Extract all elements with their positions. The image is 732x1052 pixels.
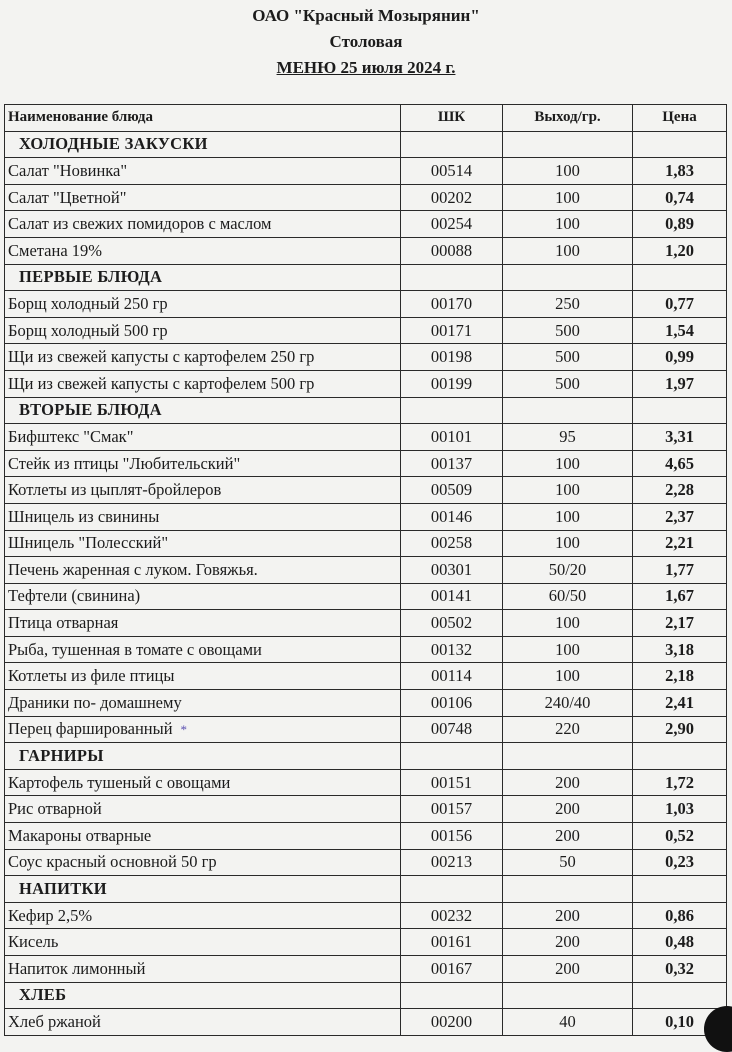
dish-name: Печень жаренная с луком. Говяжья. bbox=[8, 559, 258, 579]
dish-price: 0,74 bbox=[633, 184, 727, 211]
dish-name-cell bbox=[5, 344, 401, 371]
dish-name-cell bbox=[5, 450, 401, 477]
dish-yield: 500 bbox=[503, 370, 633, 397]
dish-code: 00101 bbox=[401, 424, 503, 451]
dish-price: 2,17 bbox=[633, 610, 727, 637]
dish-code: 00156 bbox=[401, 823, 503, 850]
section-title: ХОЛОДНЫЕ ЗАКУСКИ bbox=[5, 131, 401, 158]
dish-code: 00202 bbox=[401, 184, 503, 211]
dish-yield: 60/50 bbox=[503, 583, 633, 610]
dish-price: 0,89 bbox=[633, 211, 727, 238]
section-empty-cell bbox=[401, 264, 503, 291]
dish-price: 2,18 bbox=[633, 663, 727, 690]
column-header-yield: Выход/гр. bbox=[503, 105, 633, 132]
dish-yield: 95 bbox=[503, 424, 633, 451]
table-row bbox=[5, 424, 727, 451]
table-row bbox=[5, 530, 727, 557]
section-title: ГАРНИРЫ bbox=[5, 743, 401, 770]
dish-price: 1,54 bbox=[633, 317, 727, 344]
dish-code: 00171 bbox=[401, 317, 503, 344]
dish-yield: 200 bbox=[503, 902, 633, 929]
dish-yield: 100 bbox=[503, 158, 633, 185]
dish-name-cell bbox=[5, 503, 401, 530]
dish-code: 00132 bbox=[401, 636, 503, 663]
dish-name-cell bbox=[5, 929, 401, 956]
section-row bbox=[5, 397, 727, 424]
dish-yield: 220 bbox=[503, 716, 633, 743]
dish-price: 0,32 bbox=[633, 956, 727, 983]
dish-code: 00137 bbox=[401, 450, 503, 477]
dish-name-cell bbox=[5, 184, 401, 211]
column-header-code: ШК bbox=[401, 105, 503, 132]
dish-name: Тефтели (свинина) bbox=[8, 586, 141, 606]
dish-code: 00509 bbox=[401, 477, 503, 504]
table-row bbox=[5, 583, 727, 610]
dish-price: 0,86 bbox=[633, 902, 727, 929]
dish-name-cell bbox=[5, 158, 401, 185]
dish-yield: 250 bbox=[503, 291, 633, 318]
dish-yield: 500 bbox=[503, 317, 633, 344]
table-row bbox=[5, 1009, 727, 1036]
table-row bbox=[5, 849, 727, 876]
section-empty-cell bbox=[503, 264, 633, 291]
dish-name-cell bbox=[5, 956, 401, 983]
section-empty-cell bbox=[503, 982, 633, 1009]
dish-yield: 100 bbox=[503, 503, 633, 530]
dish-name-cell bbox=[5, 291, 401, 318]
dish-name: Перец фаршированный bbox=[8, 719, 173, 739]
dish-name-cell bbox=[5, 636, 401, 663]
table-row bbox=[5, 158, 727, 185]
organization-name: ОАО "Красный Мозырянин" bbox=[252, 6, 480, 25]
dish-yield: 100 bbox=[503, 530, 633, 557]
menu-body bbox=[5, 131, 727, 1035]
dish-code: 00301 bbox=[401, 557, 503, 584]
table-row bbox=[5, 370, 727, 397]
canteen-label: Столовая bbox=[329, 32, 403, 51]
dish-code: 00198 bbox=[401, 344, 503, 371]
table-row bbox=[5, 291, 727, 318]
dish-price: 2,37 bbox=[633, 503, 727, 530]
dish-code: 00161 bbox=[401, 929, 503, 956]
section-row bbox=[5, 876, 727, 903]
dish-yield: 200 bbox=[503, 956, 633, 983]
dish-code: 00200 bbox=[401, 1009, 503, 1036]
table-row bbox=[5, 184, 727, 211]
dish-price: 0,77 bbox=[633, 291, 727, 318]
dish-yield: 200 bbox=[503, 823, 633, 850]
dish-code: 00514 bbox=[401, 158, 503, 185]
table-row bbox=[5, 557, 727, 584]
dish-name-cell bbox=[5, 237, 401, 264]
dish-code: 00106 bbox=[401, 690, 503, 717]
dish-price: 0,23 bbox=[633, 849, 727, 876]
table-row bbox=[5, 956, 727, 983]
dish-code: 00151 bbox=[401, 769, 503, 796]
section-title: ПЕРВЫЕ БЛЮДА bbox=[5, 264, 401, 291]
section-empty-cell bbox=[503, 743, 633, 770]
dish-name: Соус красный основной 50 гр bbox=[8, 852, 217, 872]
dish-name: Макароны отварные bbox=[8, 825, 152, 845]
dish-yield: 240/40 bbox=[503, 690, 633, 717]
dish-name-cell bbox=[5, 530, 401, 557]
dish-name: Бифштекс "Смак" bbox=[8, 426, 134, 446]
dish-code: 00146 bbox=[401, 503, 503, 530]
dish-price: 2,28 bbox=[633, 477, 727, 504]
dish-name: Кефир 2,5% bbox=[8, 905, 93, 925]
dish-name: Кисель bbox=[8, 932, 59, 952]
dish-price: 0,99 bbox=[633, 344, 727, 371]
section-empty-cell bbox=[401, 397, 503, 424]
menu-table bbox=[4, 104, 727, 1036]
dish-yield: 500 bbox=[503, 344, 633, 371]
menu-title-text: МЕНЮ 25 июля 2024 г. bbox=[276, 58, 456, 77]
dish-name: Рыба, тушенная в томате с овощами bbox=[8, 639, 262, 659]
dish-price: 3,31 bbox=[633, 424, 727, 451]
section-empty-cell bbox=[633, 743, 727, 770]
dish-code: 00258 bbox=[401, 530, 503, 557]
section-empty-cell bbox=[633, 982, 727, 1009]
dish-name: Шницель "Полесский" bbox=[8, 533, 169, 553]
dish-name-cell bbox=[5, 716, 401, 743]
section-empty-cell bbox=[503, 397, 633, 424]
table-row bbox=[5, 344, 727, 371]
column-header-name: Наименование блюда bbox=[5, 105, 401, 132]
dish-name-cell bbox=[5, 902, 401, 929]
table-row bbox=[5, 929, 727, 956]
dish-code: 00088 bbox=[401, 237, 503, 264]
column-header-price: Цена bbox=[633, 105, 727, 132]
section-empty-cell bbox=[633, 131, 727, 158]
section-empty-cell bbox=[503, 876, 633, 903]
dish-code: 00199 bbox=[401, 370, 503, 397]
dish-code: 00141 bbox=[401, 583, 503, 610]
dish-name: Картофель тушеный с овощами bbox=[8, 772, 231, 792]
dish-yield: 100 bbox=[503, 663, 633, 690]
dish-name-cell bbox=[5, 849, 401, 876]
dish-price: 1,77 bbox=[633, 557, 727, 584]
dish-name: Шницель из свинины bbox=[8, 506, 160, 526]
dish-yield: 100 bbox=[503, 610, 633, 637]
dish-price: 1,67 bbox=[633, 583, 727, 610]
dish-code: 00170 bbox=[401, 291, 503, 318]
table-row bbox=[5, 636, 727, 663]
dish-name-cell bbox=[5, 211, 401, 238]
section-empty-cell bbox=[401, 876, 503, 903]
dish-price: 2,41 bbox=[633, 690, 727, 717]
dish-name: Щи из свежей капусты с картофелем 500 гр bbox=[8, 373, 315, 393]
section-row bbox=[5, 743, 727, 770]
table-row bbox=[5, 823, 727, 850]
table-row bbox=[5, 690, 727, 717]
table-row bbox=[5, 211, 727, 238]
dish-code: 00748 bbox=[401, 716, 503, 743]
dish-yield: 200 bbox=[503, 769, 633, 796]
dish-name-cell bbox=[5, 769, 401, 796]
dish-yield: 100 bbox=[503, 636, 633, 663]
section-row bbox=[5, 982, 727, 1009]
dish-price: 3,18 bbox=[633, 636, 727, 663]
dish-name-cell bbox=[5, 557, 401, 584]
dish-price: 1,03 bbox=[633, 796, 727, 823]
dish-name: Салат из свежих помидоров с маслом bbox=[8, 214, 272, 234]
dish-name-cell bbox=[5, 690, 401, 717]
table-row bbox=[5, 663, 727, 690]
dish-price: 2,21 bbox=[633, 530, 727, 557]
dish-name: Борщ холодный 250 гр bbox=[8, 293, 168, 313]
section-empty-cell bbox=[503, 131, 633, 158]
dish-name: Напиток лимонный bbox=[8, 958, 146, 978]
dish-name: Котлеты из филе птицы bbox=[8, 666, 175, 686]
section-empty-cell bbox=[633, 876, 727, 903]
dish-name-cell bbox=[5, 370, 401, 397]
dish-name-cell bbox=[5, 796, 401, 823]
section-empty-cell bbox=[633, 264, 727, 291]
dish-price: 0,10 bbox=[633, 1009, 727, 1036]
dish-code: 00502 bbox=[401, 610, 503, 637]
dish-price: 0,52 bbox=[633, 823, 727, 850]
dish-name: Борщ холодный 500 гр bbox=[8, 320, 168, 340]
dish-name: Птица отварная bbox=[8, 613, 119, 633]
dish-yield: 50 bbox=[503, 849, 633, 876]
dish-name: Стейк из птицы "Любительский" bbox=[8, 453, 241, 473]
dish-price: 4,65 bbox=[633, 450, 727, 477]
table-row bbox=[5, 503, 727, 530]
dish-yield: 100 bbox=[503, 477, 633, 504]
dish-yield: 100 bbox=[503, 450, 633, 477]
section-empty-cell bbox=[401, 131, 503, 158]
table-row bbox=[5, 477, 727, 504]
dish-yield: 40 bbox=[503, 1009, 633, 1036]
dish-yield: 200 bbox=[503, 929, 633, 956]
table-row bbox=[5, 716, 727, 743]
dish-price: 1,97 bbox=[633, 370, 727, 397]
dish-name-cell bbox=[5, 823, 401, 850]
table-header-row bbox=[5, 105, 727, 132]
dish-code: 00167 bbox=[401, 956, 503, 983]
dish-code: 00157 bbox=[401, 796, 503, 823]
dish-yield: 100 bbox=[503, 237, 633, 264]
dish-name-cell bbox=[5, 477, 401, 504]
table-row bbox=[5, 317, 727, 344]
dish-code: 00254 bbox=[401, 211, 503, 238]
section-row bbox=[5, 131, 727, 158]
dish-name-cell bbox=[5, 317, 401, 344]
dish-name-cell bbox=[5, 610, 401, 637]
table-row bbox=[5, 610, 727, 637]
dish-price: 2,90 bbox=[633, 716, 727, 743]
dish-price: 1,72 bbox=[633, 769, 727, 796]
dish-name-cell bbox=[5, 663, 401, 690]
section-empty-cell bbox=[401, 743, 503, 770]
dish-price: 0,48 bbox=[633, 929, 727, 956]
dish-name: Салат "Новинка" bbox=[8, 160, 128, 180]
table-row bbox=[5, 237, 727, 264]
dish-price: 1,83 bbox=[633, 158, 727, 185]
dish-name: Хлеб ржаной bbox=[8, 1011, 101, 1031]
dish-name-cell bbox=[5, 424, 401, 451]
section-title: ВТОРЫЕ БЛЮДА bbox=[5, 397, 401, 424]
table-row bbox=[5, 769, 727, 796]
menu-title bbox=[0, 58, 732, 78]
dish-name: Драники по- домашнему bbox=[8, 692, 182, 712]
section-row bbox=[5, 264, 727, 291]
dish-yield: 50/20 bbox=[503, 557, 633, 584]
dish-yield: 100 bbox=[503, 211, 633, 238]
dish-name-cell bbox=[5, 1009, 401, 1036]
dish-name: Салат "Цветной" bbox=[8, 187, 127, 207]
dish-price: 1,20 bbox=[633, 237, 727, 264]
dish-code: 00232 bbox=[401, 902, 503, 929]
dish-name-cell bbox=[5, 583, 401, 610]
dish-name: Сметана 19% bbox=[8, 240, 103, 260]
dish-name: Рис отварной bbox=[8, 799, 102, 819]
section-empty-cell bbox=[633, 397, 727, 424]
dish-yield: 100 bbox=[503, 184, 633, 211]
section-title: НАПИТКИ bbox=[5, 876, 401, 903]
section-empty-cell bbox=[401, 982, 503, 1009]
dish-code: 00114 bbox=[401, 663, 503, 690]
dish-yield: 200 bbox=[503, 796, 633, 823]
table-row bbox=[5, 902, 727, 929]
table-row bbox=[5, 796, 727, 823]
dish-code: 00213 bbox=[401, 849, 503, 876]
table-row bbox=[5, 450, 727, 477]
dish-name: Котлеты из цыплят-бройлеров bbox=[8, 480, 222, 500]
dish-name: Щи из свежей капусты с картофелем 250 гр bbox=[8, 347, 315, 367]
asterisk-mark-icon: * bbox=[180, 722, 188, 738]
section-title: ХЛЕБ bbox=[5, 982, 401, 1009]
